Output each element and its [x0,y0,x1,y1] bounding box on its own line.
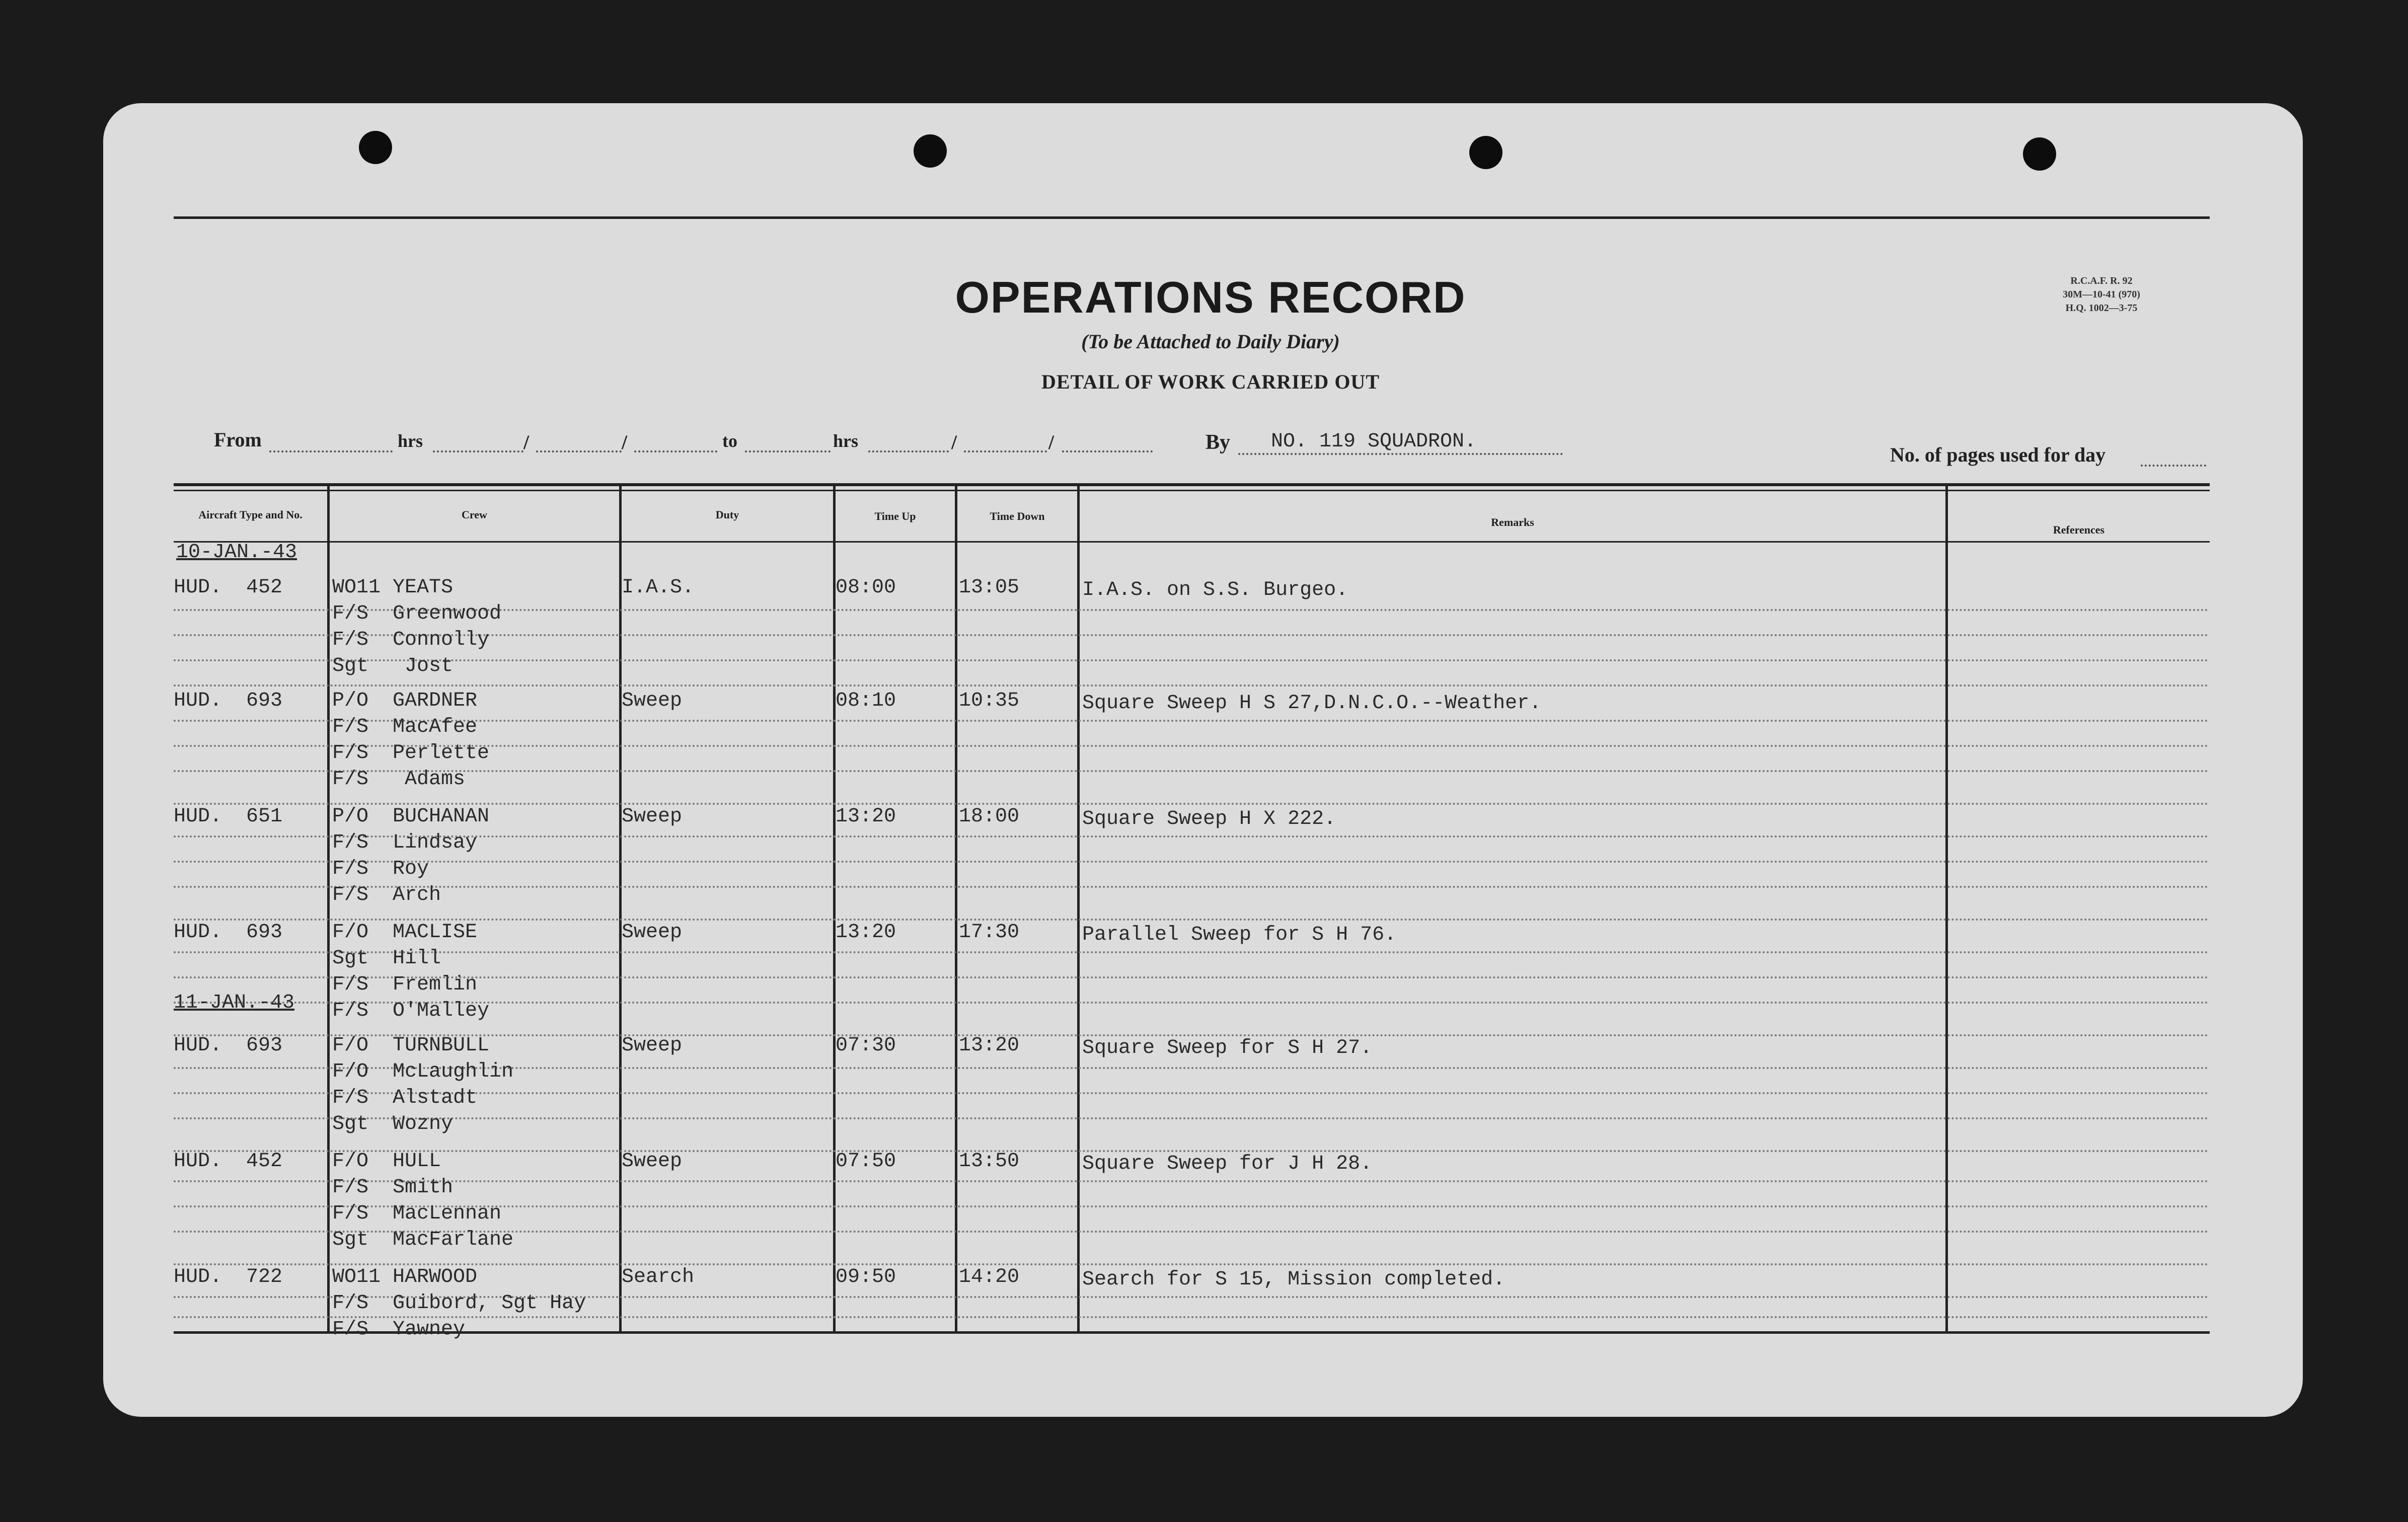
remarks-cell: I.A.S. on S.S. Burgeo. [1082,579,1348,601]
remarks-cell: Square Sweep for J H 28. [1082,1153,1373,1175]
crew-member: F/S O'Malley [332,1000,490,1022]
crew-member: F/S Roy [332,858,429,880]
duty-cell: I.A.S. [622,576,695,599]
slash-2: / [622,431,628,453]
to-label: to [722,431,737,451]
dotted-line [174,1180,2210,1182]
aircraft-cell: HUD. 722 [174,1266,283,1288]
table-bottom-rule [174,1331,2210,1334]
from-label: From [214,428,262,451]
duty-cell: Sweep [622,805,683,828]
header-references: References [2053,523,2105,536]
crew-member: F/O MACLISE [332,921,478,944]
crew-member: F/S Yawney [332,1318,466,1341]
aircraft-cell: HUD. 693 [174,690,283,712]
dotted-line [174,951,2210,953]
slash-3: / [951,431,957,453]
form-code-line: H.Q. 1002—3-75 [2065,302,2138,314]
duty-cell: Sweep [622,1034,683,1057]
crew-member: Sgt MacFarlane [332,1229,514,1251]
duty-cell: Sweep [622,1150,683,1173]
dotted-ruling [174,103,2210,1331]
header-crew: Crew [462,508,487,521]
dotted-line [174,1150,2210,1152]
dotted-line [174,684,2210,687]
crew-member: F/S MacAfee [332,716,478,738]
crew-member: F/S Lindsay [332,831,478,854]
header-duty: Duty [715,508,739,521]
pages-label: No. of pages used for day [1890,443,2106,466]
crew-member: WO11 HARWOOD [332,1266,478,1288]
crew-member: F/S Greenwood [332,602,502,625]
time-up-cell: 07:30 [836,1034,896,1057]
time-down-cell: 18:00 [959,805,1020,828]
dotted-line [174,1092,2210,1094]
time-down-cell: 14:20 [959,1266,1020,1288]
date-label: 10-JAN.-43 [176,541,297,564]
aircraft-cell: HUD. 693 [174,921,283,944]
time-up-cell: 13:20 [836,805,896,828]
dotted-line [174,720,2210,722]
remarks-cell: Square Sweep H S 27,D.N.C.O.--Weather. [1082,692,1542,715]
by-label: By [1206,431,1231,454]
crew-member: P/O BUCHANAN [332,805,490,828]
crew-member: Sgt Jost [332,655,454,677]
time-up-cell: 08:00 [836,576,896,599]
dotted-line [174,659,2210,661]
by-value: NO. 119 SQUADRON. [1271,430,1477,453]
remarks-cell: Search for S 15, Mission completed. [1082,1268,1506,1291]
crew-member: F/S Fremlin [332,973,478,996]
slash-1: / [523,431,530,453]
duty-cell: Search [622,1266,695,1288]
form-subtitle: (To be Attached to Daily Diary) [1081,330,1340,353]
crew-member: Sgt Wozny [332,1113,454,1135]
crew-member: F/S Connolly [332,629,490,651]
operations-record-card [103,103,2303,1417]
form-code-line: 30M—10-41 (970) [2063,289,2140,300]
crew-member: F/S Adams [332,768,466,791]
remarks-cell: Square Sweep for S H 27. [1082,1037,1373,1059]
crew-member: F/O TURNBULL [332,1034,490,1057]
header-time-up: Time Up [874,510,916,522]
crew-member: F/O McLaughlin [332,1060,514,1083]
remarks-cell: Parallel Sweep for S H 76. [1082,924,1397,946]
time-down-cell: 10:35 [959,690,1020,712]
duty-cell: Sweep [622,921,683,944]
duty-cell: Sweep [622,690,683,712]
crew-member: F/S Smith [332,1176,454,1199]
crew-member: F/S Arch [332,884,441,906]
crew-member: F/S Guibord, Sgt Hay [332,1292,586,1315]
time-up-cell: 08:10 [836,690,896,712]
time-down-cell: 13:20 [959,1034,1020,1057]
time-up-cell: 13:20 [836,921,896,944]
crew-member: F/S Perlette [332,742,490,765]
form-title: OPERATIONS RECORD [955,272,1466,322]
dotted-line [174,1316,2210,1318]
aircraft-cell: HUD. 452 [174,576,283,599]
dotted-line [174,1263,2210,1265]
dotted-line [174,770,2210,772]
crew-member: P/O GARDNER [332,690,478,712]
dotted-line [174,803,2210,805]
dotted-line [174,835,2210,838]
header-aircraft: Aircraft Type and No. [198,508,303,521]
form-detail-heading: DETAIL OF WORK CARRIED OUT [1041,370,1380,393]
crew-member: WO11 YEATS [332,576,454,599]
dotted-line [174,919,2210,921]
dotted-line [174,976,2210,978]
dotted-line [174,886,2210,888]
aircraft-cell: HUD. 452 [174,1150,283,1173]
header-remarks: Remarks [1491,516,1534,528]
date-label: 11-JAN.-43 [174,992,295,1014]
crew-member: Sgt Hill [332,947,441,970]
remarks-cell: Square Sweep H X 222. [1082,808,1336,830]
time-down-cell: 13:50 [959,1150,1020,1173]
crew-member: F/S Alstadt [332,1087,478,1109]
hrs-label-2: hrs [833,431,859,451]
crew-member: F/O HULL [332,1150,441,1173]
slash-4: / [1048,431,1055,453]
time-up-cell: 07:50 [836,1150,896,1173]
dotted-line [174,1117,2210,1119]
aircraft-cell: HUD. 693 [174,1034,283,1057]
header-time-down: Time Down [990,510,1045,522]
time-down-cell: 17:30 [959,921,1020,944]
form-code-line: R.C.A.F. R. 92 [2070,275,2133,286]
aircraft-cell: HUD. 651 [174,805,283,828]
dotted-line [174,861,2210,863]
crew-member: F/S MacLennan [332,1202,502,1225]
time-down-cell: 13:05 [959,576,1020,599]
time-up-cell: 09:50 [836,1266,896,1288]
hrs-label-1: hrs [398,431,423,451]
